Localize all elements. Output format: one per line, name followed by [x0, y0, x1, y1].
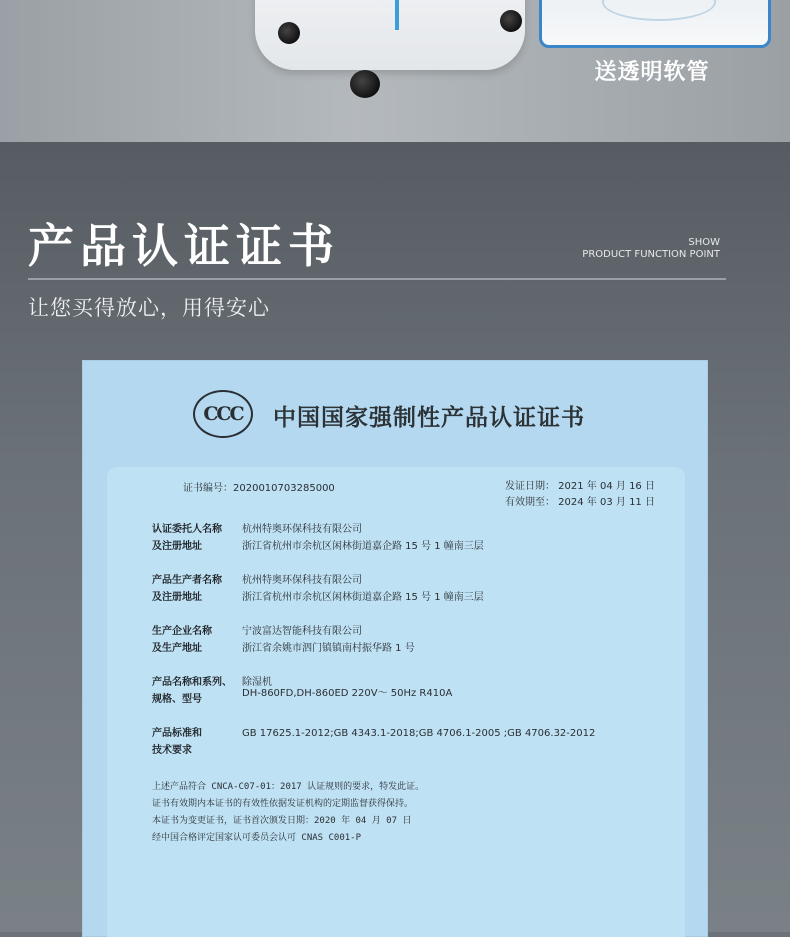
certificate-title: 中国国家强制性产品认证证书 [273, 405, 585, 431]
field-value: 宁波富达智能科技有限公司 [242, 626, 362, 637]
ccc-certificate [83, 361, 707, 936]
section-english-tag [560, 237, 720, 261]
certificate-note: 上述产品符合 CNCA-C07-01：2017 认证规则的要求，特发此证。 [152, 782, 425, 792]
show-label: SHOW [688, 237, 720, 248]
field-label: 认证委托人名称 [152, 524, 222, 535]
field-label: 生产企业名称 [152, 626, 212, 637]
caster-wheel-icon [278, 22, 300, 44]
field-value: 浙江省杭州市余杭区闲林街道嘉企路 15 号 1 幢南三层 [242, 541, 484, 552]
field-label: 规格、型号 [152, 694, 202, 705]
caster-wheel-icon [350, 70, 380, 98]
ccc-mark-icon: CCC [193, 390, 253, 438]
field-label: 技术要求 [152, 745, 192, 756]
accessory-label: 送透明软管 [594, 60, 710, 85]
field-value: 杭州特奥环保科技有限公司 [242, 524, 362, 535]
field-label: 及生产地址 [152, 643, 202, 654]
field-value: 浙江省杭州市余杭区闲林街道嘉企路 15 号 1 幢南三层 [242, 592, 484, 603]
certificate-note: 本证书为变更证书，证书首次颁发日期：2020 年 04 月 07 日 [152, 816, 412, 826]
field-label: 产品标准和 [152, 728, 202, 739]
section-subtitle: 让您买得放心，用得安心 [28, 296, 270, 320]
field-label: 及注册地址 [152, 541, 202, 552]
valid-until: 有效期至： 2024 年 03 月 11 日 [505, 497, 655, 508]
top-banner [0, 0, 790, 142]
certificate-number: 证书编号：2020010703285000 [183, 483, 335, 494]
product-function-point-label: PRODUCT FUNCTION POINT [582, 249, 720, 260]
section-title: 产品认证证书 [28, 219, 340, 273]
field-value: GB 17625.1-2012;GB 4343.1-2018;GB 4706.1-2005 ;GB 4706.32-2012 [242, 728, 596, 739]
blue-stripe [395, 0, 399, 30]
caster-wheel-icon [500, 10, 522, 32]
issue-date: 发证日期： 2021 年 04 月 16 日 [505, 481, 655, 492]
certificate-note: 证书有效期内本证书的有效性依据发证机构的定期监督获得保持。 [152, 799, 414, 809]
field-label: 及注册地址 [152, 592, 202, 603]
certificate-note: 经中国合格评定国家认可委员会认可 CNAS C001-P [152, 833, 362, 843]
field-label: 产品生产者名称 [152, 575, 222, 586]
title-divider [28, 278, 726, 280]
tube-coil [602, 0, 716, 21]
field-value: 除湿机 [242, 677, 272, 688]
field-value: DH-860FD,DH-860ED 220V～ 50Hz R410A [242, 688, 453, 699]
field-value: 浙江省余姚市泗门镇镇南村振华路 1 号 [242, 643, 415, 654]
field-value: 杭州特奥环保科技有限公司 [242, 575, 362, 586]
transparent-tube-image [539, 0, 771, 48]
field-label: 产品名称和系列、 [152, 677, 232, 688]
